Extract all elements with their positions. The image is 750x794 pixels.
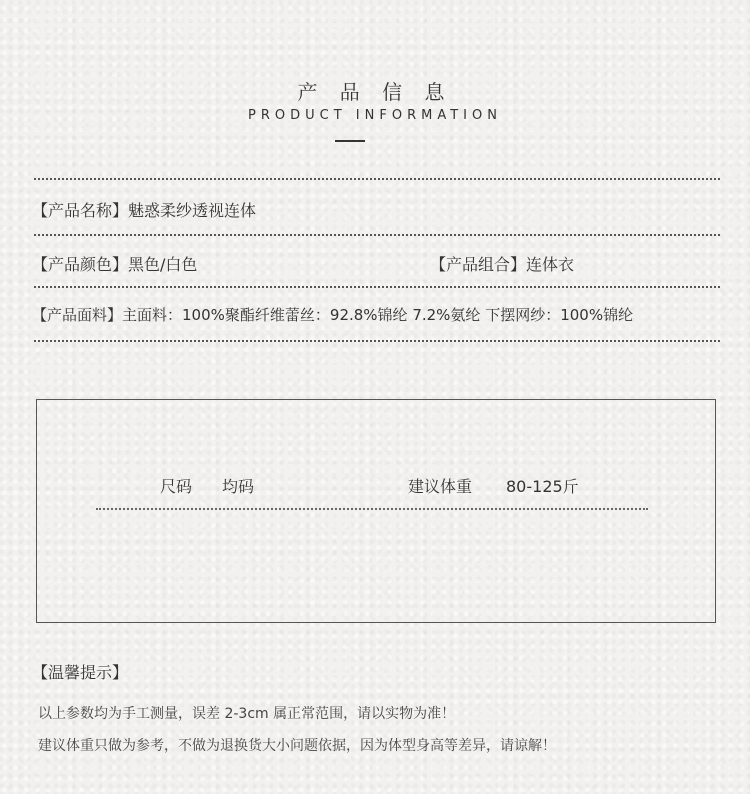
size-label: 尺码 bbox=[160, 477, 193, 496]
combo-label: 【产品组合】 bbox=[430, 255, 527, 274]
color-value: 黑色/白色 bbox=[128, 255, 198, 274]
combo-value: 连体衣 bbox=[526, 255, 575, 274]
size-value: 均码 bbox=[222, 477, 255, 496]
name-value: 魅惑柔纱透视连体 bbox=[128, 201, 257, 220]
info-row-color bbox=[32, 252, 197, 275]
tip-line-2: 建议体重只做为参考，不做为退换货大小问题依据，因为体型身高等差异，请谅解！ bbox=[38, 738, 556, 754]
section-title-en: PRODUCT INFORMATION bbox=[248, 108, 502, 123]
size-table-box bbox=[36, 399, 716, 623]
title-underline bbox=[335, 140, 365, 142]
divider-dotted bbox=[34, 178, 720, 180]
tips-heading: 【温馨提示】 bbox=[32, 663, 129, 682]
info-row-fabric bbox=[32, 304, 633, 325]
info-row-combo bbox=[430, 252, 574, 275]
divider-dotted bbox=[34, 234, 720, 236]
weight-label: 建议体重 bbox=[408, 477, 473, 496]
section-title-cn: 产 品 信 息 bbox=[297, 80, 453, 104]
name-label: 【产品名称】 bbox=[32, 201, 129, 220]
weight-value: 80-125斤 bbox=[506, 477, 579, 496]
color-label: 【产品颜色】 bbox=[32, 255, 129, 274]
size-divider-dotted bbox=[96, 508, 648, 510]
fabric-label: 【产品面料】 bbox=[32, 306, 123, 324]
info-row-name bbox=[32, 198, 256, 221]
divider-dotted bbox=[34, 286, 720, 288]
tip-line-1: 以上参数均为手工测量，误差 2-3cm 属正常范围，请以实物为准！ bbox=[38, 706, 456, 722]
fabric-value: 主面料：100%聚酯纤维蕾丝：92.8%锦纶 7.2%氨纶 下摆网纱：100%锦纶 bbox=[122, 306, 634, 324]
divider-dotted bbox=[34, 340, 720, 342]
